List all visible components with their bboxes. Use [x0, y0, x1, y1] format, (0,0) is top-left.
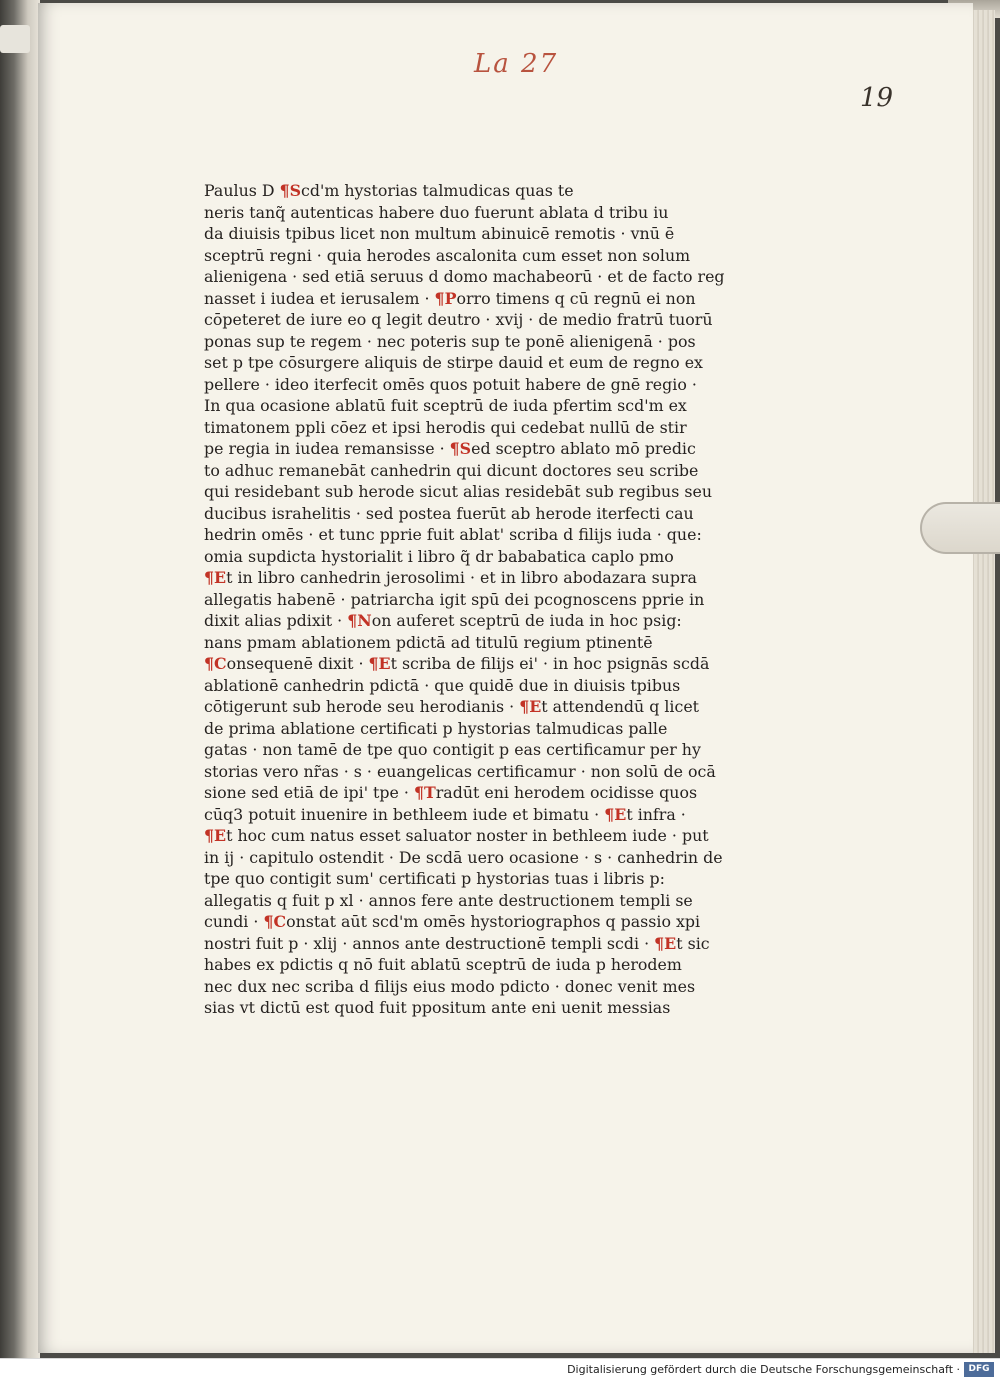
- rubric-mark: ¶C: [263, 912, 287, 931]
- spine-binding-strip: [0, 25, 30, 53]
- text-line-8: ponas sup te regem · nec poteris sup te ponē alienigenā · pos: [204, 331, 696, 351]
- text-line-17: hedrin omēs · et tunc pprie fuit ablat' scriba d filijs iuda · que:: [204, 525, 702, 544]
- text-line-24: ablationē canhedrin pdictā · que quidē due in diuisis tpibus: [204, 675, 681, 695]
- text-line-2: neris tanq̃ autenticas habere duo fuerunt ablata d tribu iu: [204, 202, 669, 222]
- text-line-7: cōpeteret de iure eo q legit deutro · xvij · de medio fratrū tuorū: [204, 310, 713, 329]
- rubric-mark: ¶E: [654, 933, 677, 953]
- text-line-27: gatas · non tamē de tpe quo contigit p eas certificamur per hy: [204, 740, 701, 759]
- text-line-33: tpe quo contigit sum' certificati p hystorias tuas i libris p:: [204, 869, 665, 888]
- text-line-32: in ij · capitulo ostendit · De scdā uero ocasione · s · canhedrin de: [204, 847, 723, 867]
- text-line-34: allegatis q fuit p xl · annos fere ante destructionem templi se: [204, 890, 693, 910]
- rubric-mark: ¶C: [204, 654, 227, 673]
- rubric-mark: ¶E: [519, 697, 542, 716]
- footer-bar: [0, 1358, 1000, 1380]
- funding-credit: Digitalisierung gefördert durch die Deutsche Forschungsgemeinschaft ·: [567, 1363, 960, 1376]
- dfg-logo: DFG: [964, 1362, 994, 1377]
- text-line-16: ducibus israhelitis · sed postea fuerūt ab herode iterfecti cau: [204, 503, 694, 523]
- text-line-19: ¶Et in libro canhedrin jerosolimi · et in libro abodazara supra: [204, 568, 697, 587]
- page-clip: [920, 502, 1000, 554]
- text-line-4: sceptrū regni · quia herodes ascalonita cum esset non solum: [204, 245, 691, 265]
- text-line-11: In qua ocasione ablatū fuit sceptrū de iuda pfertim scd'm ex: [204, 396, 687, 415]
- rubric-mark: ¶P: [434, 288, 457, 308]
- text-line-1: Paulus D ¶Scd'm hystorias talmudicas quas te: [204, 181, 574, 200]
- text-line-36: nostri fuit p · xlij · annos ante destructionē templi scdi · ¶Et sic: [204, 933, 710, 953]
- rubric-mark: ¶E: [204, 568, 227, 587]
- text-line-20: allegatis habenē · patriarcha igit spū dei pcognoscens pprie in: [204, 589, 705, 609]
- text-line-25: cōtigerunt sub herode seu herodianis · ¶Et attendendū q licet: [204, 697, 700, 716]
- text-line-35: cundi · ¶Constat aūt scd'm omēs hystoriographos q passio xpi: [204, 912, 701, 931]
- text-line-5: alienigena · sed etiā seruus d domo machabeorū · et de facto reg: [204, 267, 725, 286]
- text-line-28: storias vero nr̃as · s · euangelicas certificamur · non solū de ocā: [204, 761, 716, 781]
- text-line-30: cūq3 potuit inuenire in bethleem iude et bimatu · ¶Et infra ·: [204, 804, 686, 824]
- rubric-mark: ¶S: [449, 439, 472, 458]
- rubric-mark: ¶N: [347, 611, 372, 630]
- text-line-26: de prima ablatione certificati p hystorias talmudicas palle: [204, 718, 668, 738]
- text-line-21: dixit alias pdixit · ¶Non auferet sceptrū de iuda in hoc psig:: [204, 611, 682, 630]
- rubric-mark: ¶E: [204, 826, 227, 845]
- text-line-10: pellere · ideo iterfecit omēs quos potuit habere de gnē regio ·: [204, 374, 697, 394]
- text-line-6: nasset i iudea et ierusalem · ¶Porro timens q cū regnū ei non: [204, 288, 696, 308]
- text-line-31: ¶Et hoc cum natus esset saluator noster in bethleem iude · put: [204, 826, 709, 845]
- text-line-39: sias vt dictū est quod fuit ppositum ante eni uenit messias: [204, 998, 671, 1017]
- text-line-38: nec dux nec scriba d filijs eius modo pdicto · donec venit mes: [204, 976, 696, 996]
- text-line-23: ¶Consequenē dixit · ¶Et scriba de filijs ei' · in hoc psignās scdā: [204, 654, 710, 673]
- text-line-15: qui residebant sub herode sicut alias residebāt sub regibus seu: [204, 482, 712, 501]
- rubric-mark: ¶E: [368, 654, 391, 673]
- text-line-3: da diuisis tpibus licet non multum abinuicē remotis · vnū ē: [204, 224, 675, 243]
- rubric-mark: ¶S: [279, 181, 302, 200]
- text-line-29: sione sed etiā de ipi' tpe · ¶Tradūt eni herodem ocidisse quos: [204, 783, 698, 802]
- text-line-13: pe regia in iudea remansisse · ¶Sed sceptro ablato mō predic: [204, 439, 696, 458]
- book-spine: [0, 0, 40, 1358]
- text-block: [204, 180, 726, 1020]
- rubric-mark: ¶T: [413, 783, 436, 802]
- shelfmark-note: La 27: [474, 49, 559, 79]
- text-line-18: omia supdicta hystorialit i libro q̃ dr bababatica caplo pmo: [204, 546, 674, 566]
- text-line-9: set p tpe cōsurgere aliquis de stirpe dauid et eum de regno ex: [204, 353, 703, 372]
- text-line-37: habes ex pdictis q nō fuit ablatū sceptrū de iuda p herodem: [204, 955, 682, 974]
- text-line-12: timatonem ppli cōez et ipsi herodis qui cedebat nullū de stir: [204, 417, 687, 437]
- text-line-14: to adhuc remanebāt canhedrin qui dicunt doctores seu scribe: [204, 460, 699, 480]
- folio-number: 19: [860, 83, 894, 113]
- rubric-mark: ¶E: [604, 804, 627, 824]
- text-line-22: nans pmam ablationem pdictā ad titulū regium ptinentē: [204, 632, 653, 652]
